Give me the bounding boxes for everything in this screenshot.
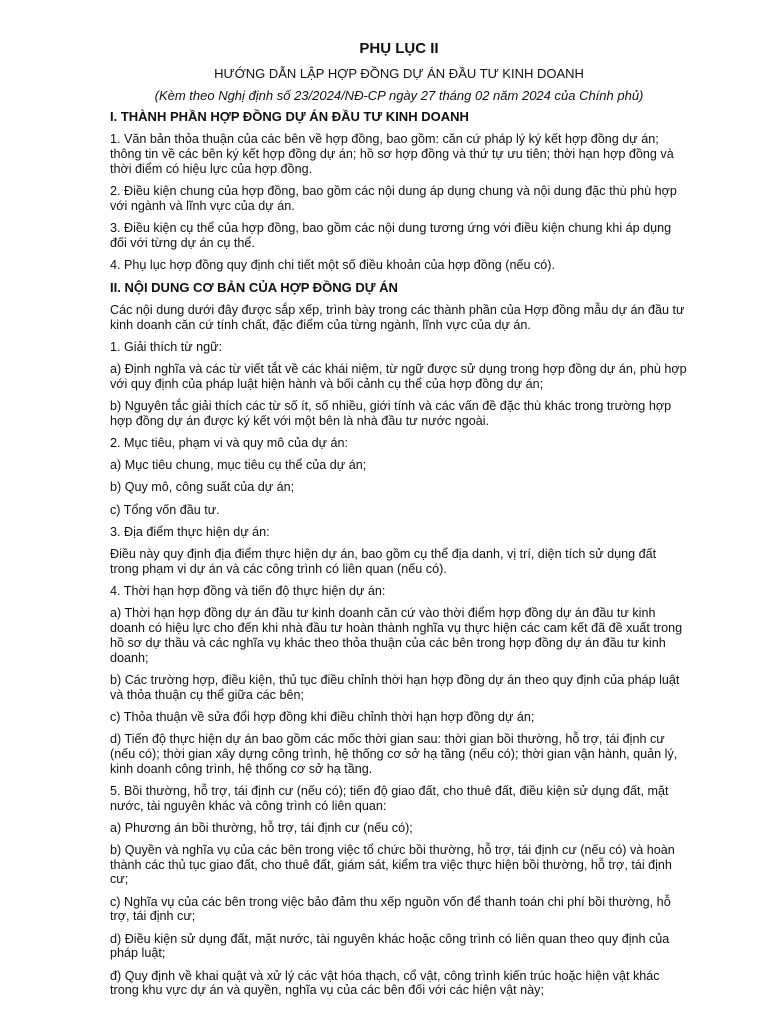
paragraph: Điều này quy định địa điểm thực hiện dự án, bao gồm cụ thể địa danh, vị trí, diện tích sử dụng đất trong phạm vi dự án và các công trình có liên quan (nếu có). (110, 547, 657, 576)
paragraph: c) Tổng vốn đầu tư. (110, 502, 220, 517)
paragraph: 1. Văn bản thỏa thuận của các bên về hợp đồng, bao gồm: căn cứ pháp lý ký kết hợp đồng dự án; thông tin về các bên ký kết hợp đồng dự án; hồ sơ hợp đồng và thứ tự ưu tiên; thời hạn hợp đồng và thời điểm có hiệu lực của hợp đồng. (110, 132, 674, 176)
paragraph: a) Thời hạn hợp đồng dự án đầu tư kinh doanh căn cứ vào thời điểm hợp đồng dự án đầu tư kinh doanh có hiệu lực cho đến khi nhà đầu tư hoàn thành nghĩa vụ thực hiện các cam kết đã đề xuất trong hồ sơ dự thầu và các nghĩa vụ khác theo thỏa thuận của các bên trong hợp đồng dự án đầu tư kinh doanh; (110, 606, 683, 665)
paragraph: đ) Quy định về khai quật và xử lý các vật hóa thạch, cổ vật, công trình kiến trúc hoặc hiện vật khác trong khu vực dự án và quyền, nghĩa vụ của các bên đối với các hiện vật này; (110, 968, 660, 998)
paragraph: a) Phương án bồi thường, hỗ trợ, tái định cư (nếu có); (110, 820, 413, 835)
section-1-heading: I. THÀNH PHẦN HỢP ĐỒNG DỰ ÁN ĐẦU TƯ KINH DOANH (110, 109, 469, 124)
paragraph: b) Quy mô, công suất của dự án; (110, 480, 295, 495)
document-title: PHỤ LỤC II (359, 40, 439, 57)
paragraph: c) Thỏa thuận về sửa đổi hợp đồng khi điều chỉnh thời hạn hợp đồng dự án; (110, 709, 535, 724)
paragraph: a) Định nghĩa và các từ viết tắt về các khái niệm, từ ngữ được sử dụng trong hợp đồng dự án, phù hợp với quy định của pháp luật hiện hành và bối cảnh cụ thể của hợp đồng dự án; (110, 362, 687, 391)
paragraph: 5. Bồi thường, hỗ trợ, tái định cư (nếu có); tiến độ giao đất, cho thuê đất, điều kiện sử dụng đất, mặt nước, tài nguyên khác và công trình có liên quan: (110, 783, 669, 813)
paragraph: c) Nghĩa vụ của các bên trong việc bảo đảm thu xếp nguồn vốn để thanh toán chi phí bồi thường, hỗ trợ, tái định cư; (110, 894, 671, 924)
section-1-body (110, 132, 688, 273)
paragraph: 4. Thời hạn hợp đồng và tiến độ thực hiện dự án: (110, 584, 386, 598)
paragraph: 4. Phụ lục hợp đồng quy định chi tiết một số điều khoản của hợp đồng (nếu có). (110, 257, 555, 272)
paragraph: 3. Điều kiện cụ thể của hợp đồng, bao gồm các nội dung tương ứng với điều kiện chung khi áp dụng đối với từng dự án cụ thể. (110, 220, 672, 250)
paragraph: 2. Điều kiện chung của hợp đồng, bao gồm các nội dung áp dụng chung và nội dung đặc thù phù hợp với ngành và lĩnh vực của dự án. (110, 183, 677, 213)
document-note: (Kèm theo Nghị định số 23/2024/NĐ-CP ngày 27 tháng 02 năm 2024 của Chính phủ) (154, 88, 644, 103)
paragraph: b) Nguyên tắc giải thích các từ số ít, số nhiều, giới tính và các vấn đề đặc thù khác trong trường hợp hợp đồng dự án được ký kết với một bên là nhà đầu tư nước ngoài. (110, 399, 672, 428)
paragraph: 1. Giải thích từ ngữ: (110, 339, 223, 354)
section-2-heading: II. NỘI DUNG CƠ BẢN CỦA HỢP ĐỒNG DỰ ÁN (110, 279, 398, 295)
paragraph: 3. Địa điểm thực hiện dự án: (110, 524, 270, 539)
paragraph: Các nội dung dưới đây được sắp xếp, trình bày trong các thành phần của Hợp đồng mẫu dự án đầu tư kinh doanh căn cứ tính chất, đặc điểm của từng ngành, lĩnh vực của dự án. (110, 302, 685, 332)
paragraph: b) Các trường hợp, điều kiện, thủ tục điều chỉnh thời hạn hợp đồng dự án theo quy định của pháp luật và thỏa thuận cụ thể giữa các bên; (110, 672, 680, 702)
paragraph: d) Tiến độ thực hiện dự án bao gồm các mốc thời gian sau: thời gian bồi thường, hỗ trợ, tái định cư (nếu có); thời gian xây dựng công trình, hệ thống cơ sở hạ tầng (nếu có); thời gian vận hành, quản lý, kinh doanh công trình, hệ thống cơ sở hạ tầng. (110, 731, 678, 776)
paragraph: d) Điều kiện sử dụng đất, mặt nước, tài nguyên khác hoặc công trình có liên quan theo quy định của pháp luật; (110, 931, 670, 961)
section-2-body (110, 303, 688, 998)
paragraph: b) Quyền và nghĩa vụ của các bên trong việc tổ chức bồi thường, hỗ trợ, tái định cư (nếu có) và hoàn thành các thủ tục giao đất, cho thuê đất, giám sát, kiểm tra việc thực hiện bồi thường, hỗ trợ, tái định cư; (110, 842, 675, 887)
paragraph: a) Mục tiêu chung, mục tiêu cụ thể của dự án; (110, 458, 367, 473)
paragraph: 2. Mục tiêu, phạm vi và quy mô của dự án: (110, 436, 349, 451)
document-subtitle: HƯỚNG DẪN LẬP HỢP ĐỒNG DỰ ÁN ĐẦU TƯ KINH DOANH (214, 66, 584, 81)
